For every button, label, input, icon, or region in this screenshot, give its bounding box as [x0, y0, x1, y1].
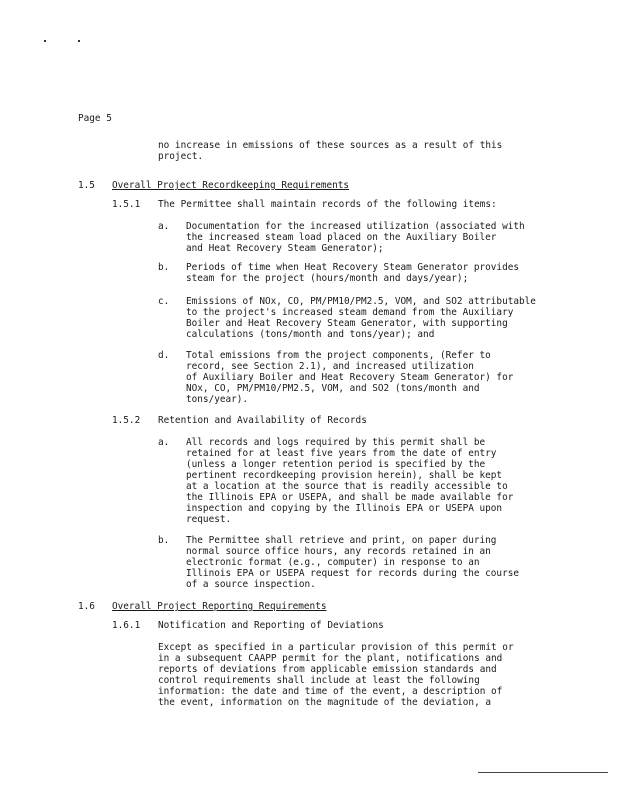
section-1-5-2-number: 1.5.2 — [112, 415, 141, 426]
section-1-6-number: 1.6 — [78, 601, 95, 612]
item-text: Emissions of NOx, CO, PM/PM10/PM2.5, VOM, and SO2 attributable to the project's increased steam demand from the Auxiliary Boiler and Heat Recovery Steam Generator, with supporting calculations (tons/month and tons/year); and — [186, 296, 536, 340]
continuation-text: no increase in emissions of these sources as a result of this project. — [158, 140, 503, 162]
section-1-5-1-number: 1.5.1 — [112, 199, 141, 210]
section-1-5-title: Overall Project Recordkeeping Requirements — [112, 180, 350, 191]
item-text: Total emissions from the project components, (Refer to record, see Section 2.1), and increased utilization of Auxiliary Boiler and Heat Recovery Steam Generator) for NOx, CO, PM/PM10/PM2.5, VOM, and SO2 (tons/month and tons/year). — [186, 350, 514, 405]
item-label: b. — [158, 262, 170, 273]
section-1-5-number: 1.5 — [78, 180, 95, 191]
item-text: The Permittee shall retrieve and print, on paper during normal source office hours, any records retained in an electronic format (e.g., computer) in response to an Illinois EPA or USEPA request for records during the course of a source inspection. — [186, 535, 520, 590]
section-1-6-1-number: 1.6.1 — [112, 620, 141, 631]
item-label: b. — [158, 535, 170, 546]
section-1-6-1-title: Notification and Reporting of Deviations — [158, 620, 384, 631]
item-text: Periods of time when Heat Recovery Steam Generator provides steam for the project (hours/month and days/year); — [186, 262, 520, 284]
page-number: Page 5 — [78, 113, 112, 124]
section-1-5-2-title: Retention and Availability of Records — [158, 415, 367, 426]
section-1-6-title: Overall Project Reporting Requirements — [112, 601, 327, 612]
item-label: d. — [158, 350, 170, 361]
item-label: c. — [158, 296, 170, 307]
item-text: All records and logs required by this permit shall be retained for at least five years from the date of entry (unless a longer retention period is specified by the pertinent recordkeeping provision herein), shall be kept at a location at the source that is readily accessible to the Illinois EPA or USEPA, and shall be made available for inspection and copying by the Illinois EPA or USEPA upon request. — [186, 437, 514, 525]
item-label: a. — [158, 221, 170, 232]
section-1-5-1-lead: The Permittee shall maintain records of the following items: — [158, 199, 497, 210]
item-label: a. — [158, 437, 170, 448]
scan-speck — [78, 40, 80, 42]
scan-speck — [44, 40, 46, 42]
section-1-6-1-text: Except as specified in a particular provision of this permit or in a subsequent CAAPP permit for the plant, notifications and reports of deviations from applicable emission standards and control requirements shall include at least the following information: the date and time of the event, a description of the event, information on the magnitude of the deviation, a — [158, 642, 514, 708]
item-text: Documentation for the increased utilization (associated with the increased steam load placed on the Auxiliary Boiler and Heat Recovery Steam Generator); — [186, 221, 525, 254]
footer-rule — [478, 772, 608, 773]
